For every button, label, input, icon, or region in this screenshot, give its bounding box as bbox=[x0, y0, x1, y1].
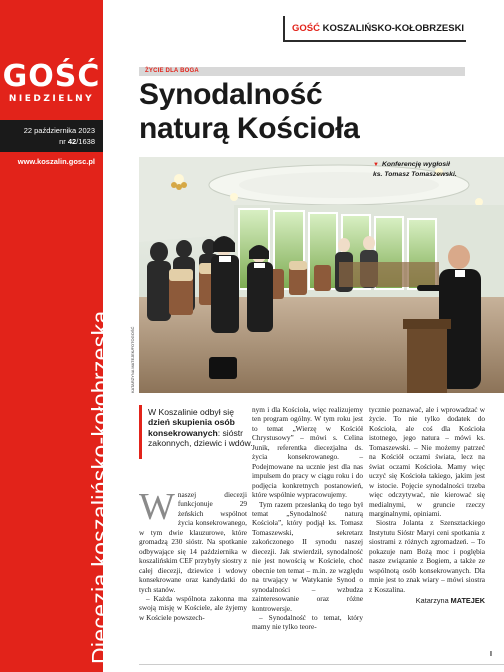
caption-line-2: ks. Tomasz Tomaszewski. bbox=[373, 171, 457, 178]
col2-paragraph-3: – Synodalność to temat, który mamy nie tylko teore- bbox=[252, 612, 363, 632]
edition-title bbox=[292, 23, 464, 34]
title-line-2: naturą Kościoła bbox=[139, 112, 360, 145]
issue-date: 22 października 2023 bbox=[23, 126, 95, 135]
author-signature: Katarzyna MATEJEK bbox=[415, 596, 485, 606]
logo-sub-text: NIEDZIELNY bbox=[8, 94, 95, 104]
article-title bbox=[139, 78, 469, 146]
article-lead: W Koszalinie odbył się dzień skupienia osób konsekrowanych: sióstr zakonnych, dziewic i wdów. bbox=[148, 407, 253, 449]
col1-paragraph-2: – Każda wspólnota zakonna ma swoją misję w Kościele, ale żyjemy w Kościele powszech- bbox=[139, 593, 247, 622]
drop-cap: W bbox=[139, 486, 175, 528]
caption-line-1: Konferencję wygłosił bbox=[381, 161, 450, 168]
title-line-1: Synodalność bbox=[139, 78, 323, 111]
red-sidebar bbox=[0, 0, 113, 672]
col3-paragraph-1: tycznie poznawać, ale i wprowadzać w życie. To nie tylko dodatek do Kościoła, ale coś dla Kościoła istotnego, jego natura – mówi ks. Tomaszewski. – Nie możemy patrzeć na Kościół oczami świata, lecz na świat oczami Kościoła. Mamy więc uczyć się Kościoła takiego, jakim jest w istocie. Pojęcie synodalności trzeba więc odczytywać, nie kierować się medialnymi, w gruncie rzeczy marginalnymi, opiniami. bbox=[369, 405, 485, 518]
lead-bold: dzień skupienia osób konsekrowanych bbox=[148, 417, 235, 438]
bottom-rule bbox=[139, 664, 504, 665]
website-link[interactable]: www.koszalin.gosc.pl bbox=[17, 157, 95, 166]
article-column-1 bbox=[139, 486, 247, 622]
page-number: I bbox=[490, 651, 492, 658]
article-column-3 bbox=[369, 405, 485, 606]
section-bar bbox=[139, 67, 465, 76]
col2-paragraph-1: nym i dla Kościoła, więc realizujemy ten program ogólny. W tym roku jest to temat „Wierzę w Kościół Chrystusowy” – mówi s. Celina Junik, referentka diecezjalna ds. życia konsekrowanego. – Podejmowane na ucznie jest dla nas impulsem do pracy w ciągu roku i do podjęcia konkretnych postanowień, które wspólnie wypracowujemy. bbox=[252, 405, 363, 500]
section-label: ŻYCIE DLA BOGA bbox=[145, 68, 199, 74]
article-column-2 bbox=[252, 405, 363, 632]
logo-main-text: GOŚĆ bbox=[2, 59, 101, 94]
caption-triangle-icon: ▼ bbox=[373, 162, 379, 168]
edition-brand: GOŚĆ bbox=[292, 23, 320, 34]
photo-caption bbox=[373, 160, 498, 179]
photo-credit: KATARZYNA MATEJEK/FOTOGOŚĆ bbox=[130, 326, 135, 393]
col3-paragraph-2: Siostra Jolanta z Szensztackiego Instytutu Sióstr Maryi ceni spotkania z siostrami z różnych zgromadzeń. – To pokazuje nam Bożą moc i poglębia nasze związanie z Bogiem, a także ze wspólnotą osób konsekrowanych. Dla mnie jest to znak wiary – mówi siostra z Koszalina. bbox=[369, 518, 485, 594]
gosc-niedzielny-logo bbox=[0, 59, 103, 104]
lead-accent-bar bbox=[139, 405, 142, 459]
conference-photo-illustration bbox=[139, 157, 504, 393]
issue-info-box bbox=[0, 120, 103, 152]
issue-number: nr 42/1638 bbox=[59, 137, 95, 146]
edition-name: KOSZALIŃSKO-KOŁOBRZESKI bbox=[322, 23, 465, 34]
col2-paragraph-2: Tym razem przesłanką do tego był temat „Synodalność naturą Kościoła”, który podjął ks. Tomasz Tomaszewski, sekretarz zakończonego II synodu naszej diecezji. Jak stwierdził, synodalność nie jest nowością w Kościele, choć obecnie ten temat – m.in. ze względu na trwający w Watykanie Synod o synodalności – wzbudza zainteresowanie oraz różne kontrowersje. bbox=[252, 499, 363, 613]
col1-paragraph-1: naszej diecezji funkcjonuje 29 żeńskich wspólnot życia konsekrowanego, w tym dwie klauzurowe, które gromadzą 230 sióstr. Na spotkanie odbywające się 14 października w koszalińskim CEF przybyły siostry z całej diecezji, dziewice i wdowy konsekrowane oraz kandydatki do tych stanów. bbox=[139, 490, 247, 594]
conference-photo bbox=[139, 157, 504, 393]
diocese-label: Diecezja koszalińsko-kołobrzeska bbox=[87, 310, 113, 664]
edition-header-tab bbox=[283, 16, 466, 42]
